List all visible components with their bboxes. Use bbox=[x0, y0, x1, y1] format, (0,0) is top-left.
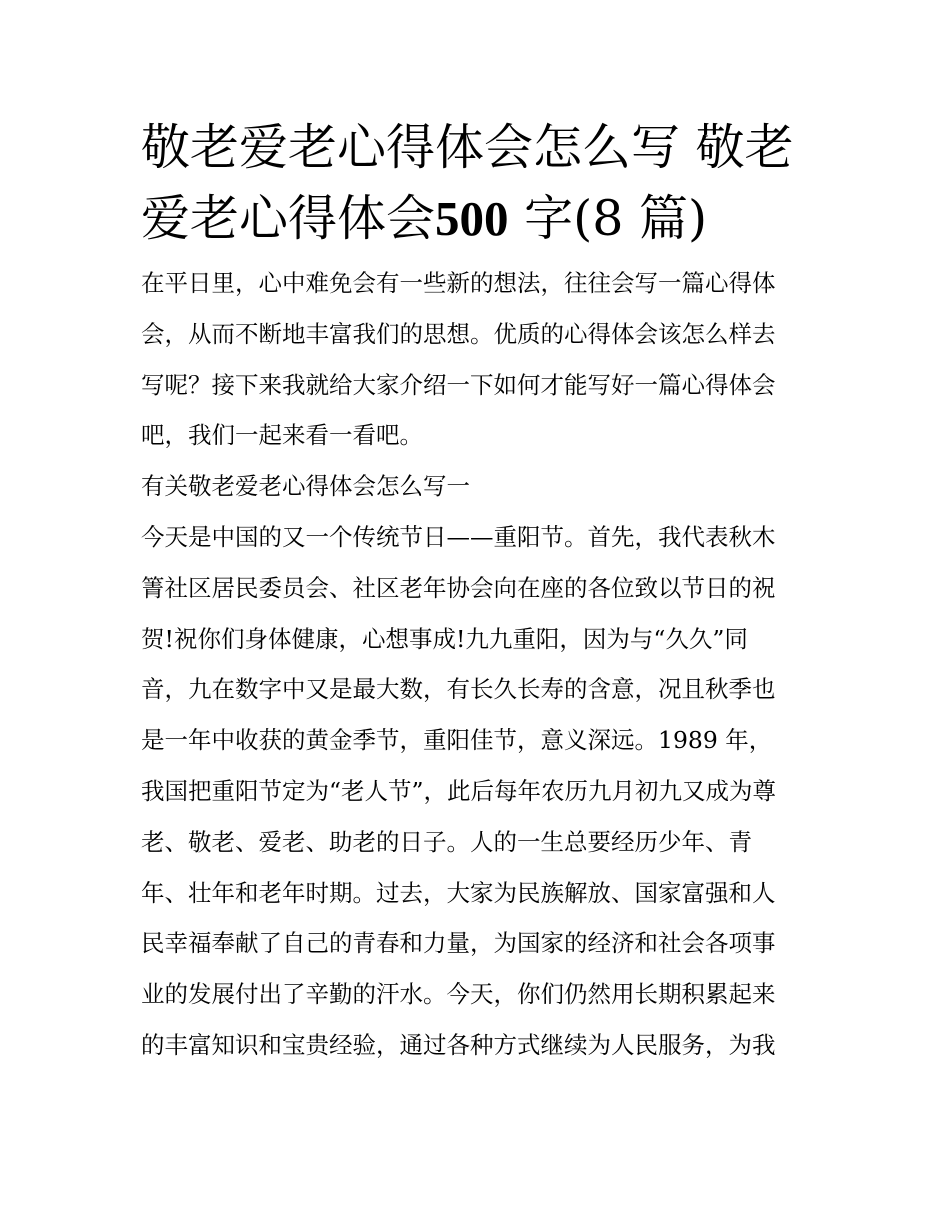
page-title bbox=[141, 112, 813, 254]
document-page bbox=[141, 112, 813, 1071]
body-line: 音，九在数字中又是最大数，有长久长寿的含意，况且秋季也 bbox=[141, 675, 776, 704]
section-heading: 有关敬老爱老心得体会怎么写一 bbox=[141, 472, 470, 501]
document-body bbox=[141, 258, 813, 1071]
body-line: 在平日里，心中难免会有一些新的想法，往往会写一篇心得体 bbox=[141, 269, 776, 297]
title-line-2 bbox=[141, 183, 813, 254]
body-line: 写呢？接下来我就给大家介绍一下如何才能写好一篇心得体会 bbox=[141, 370, 776, 399]
body-line: 会，从而不断地丰富我们的思想。优质的心得体会该怎么样去 bbox=[141, 319, 776, 348]
body-line: 吧，我们一起来看一看吧。 bbox=[141, 421, 423, 450]
body-line: 我国把重阳节定为“老人节”，此后每年农历九月初九又成为尊 bbox=[141, 776, 777, 805]
body-line: 箐社区居民委员会、社区老年协会向在座的各位致以节日的祝 bbox=[141, 573, 776, 602]
body-line: 民幸福奉献了自己的青春和力量，为国家的经济和社会各项事 bbox=[141, 929, 776, 958]
body-line: 是一年中收获的黄金季节，重阳佳节，意义深远。1989 年， bbox=[141, 726, 773, 755]
title-number: 500 bbox=[435, 191, 509, 246]
body-line: 贺!祝你们身体健康，心想事成!九九重阳，因为与“久久”同 bbox=[141, 624, 748, 653]
body-line: 今天是中国的又一个传统节日——重阳节。首先，我代表秋木 bbox=[141, 522, 776, 551]
body-line: 年、壮年和老年时期。过去，大家为民族解放、国家富强和人 bbox=[141, 878, 776, 907]
body-line: 老、敬老、爱老、助老的日子。人的一生总要经历少年、青 bbox=[141, 827, 752, 856]
title-line-2-suffix: 字(8 篇) bbox=[508, 190, 708, 247]
body-line: 业的发展付出了辛勤的汗水。今天，你们仍然用长期积累起来 bbox=[141, 980, 776, 1009]
title-line-1: 敬老爱老心得体会怎么写 敬老 bbox=[141, 119, 794, 176]
body-line: 的丰富知识和宝贵经验，通过各种方式继续为人民服务，为我 bbox=[141, 1030, 776, 1059]
title-line-2-text: 爱老心得体会 bbox=[141, 190, 436, 247]
